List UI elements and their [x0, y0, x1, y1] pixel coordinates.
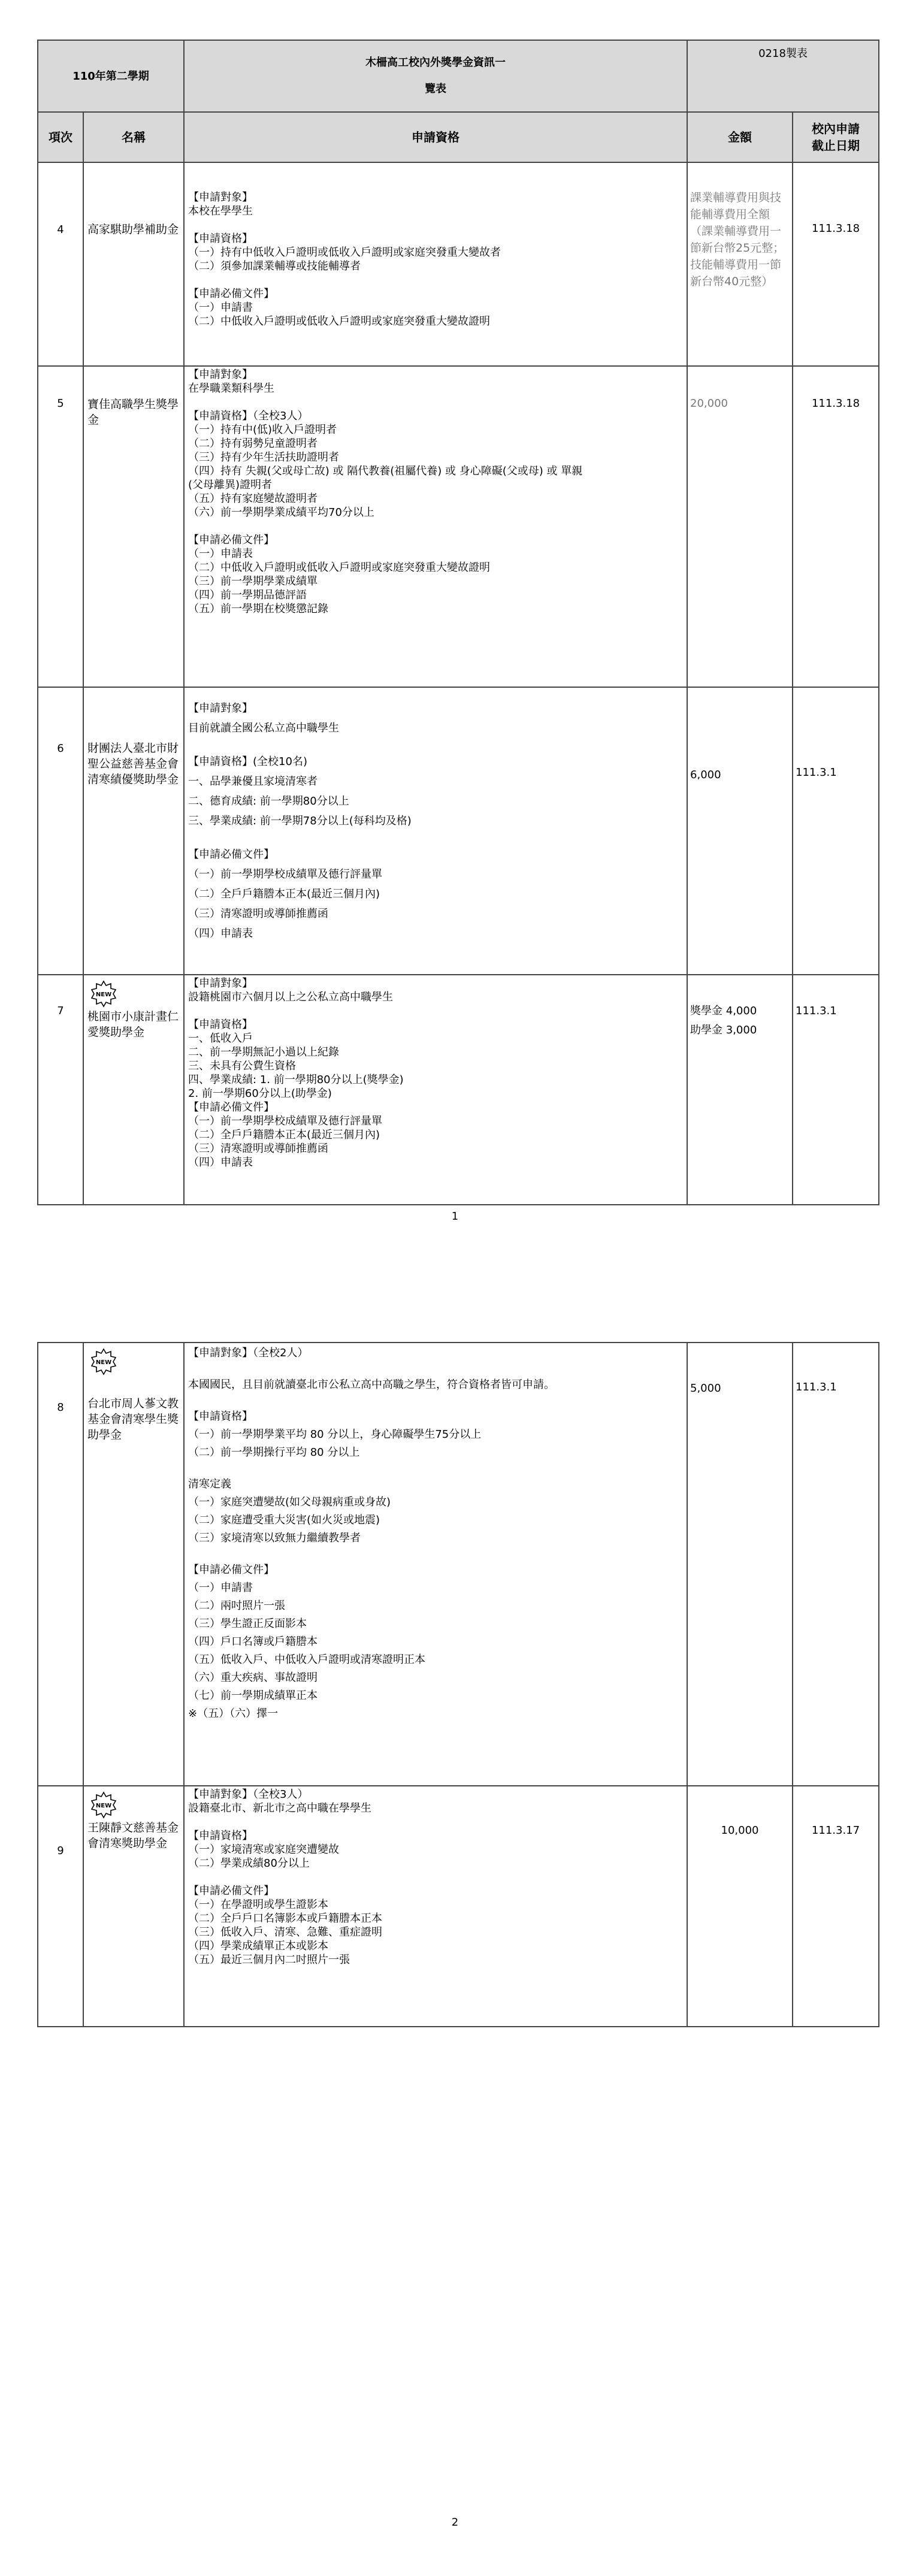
- requirement-line: 一、品學兼優且家境清寒者: [188, 775, 318, 788]
- requirement-line: 【申請對象】: [188, 368, 253, 381]
- requirement-line: （二）全戶戶口名簿影本或戶籍謄本正本: [188, 1912, 382, 1925]
- requirement-line: （一）申請書: [188, 1582, 253, 1594]
- requirement-line: （二）須參加課業輔導或技能輔導者: [188, 260, 361, 273]
- requirement-line: 【申請對象】: [188, 977, 253, 990]
- scholarship-amount: 獎學金 4,000 助學金 3,000: [687, 975, 793, 1205]
- requirement-line: （二）全戶戶籍謄本正本(最近三個月內): [188, 1129, 380, 1141]
- requirement-line: (父母離異)證明者: [188, 479, 273, 491]
- requirement-line: （四）持有 失親(父或母亡故) 或 隔代教養(祖屬代養) 或 身心障礙(父或母) 或 單親: [188, 465, 583, 477]
- scholarship-name: 財團法人臺北市財聖公益慈善基金會清寒績優獎助學金: [83, 687, 184, 975]
- scholarship-name-cell: [83, 1786, 184, 2027]
- requirement-line: 【申請對象】: [188, 702, 253, 715]
- requirement-line: （二）持有弱勢兒童證明者: [188, 437, 318, 450]
- table-row: [38, 1343, 879, 1786]
- semester-label: 110年第二學期: [38, 40, 184, 112]
- scholarship-name: 桃園市小康計畫仁愛獎助學金: [87, 1010, 179, 1039]
- requirement-line: （三）前一學期學業成績單: [188, 575, 318, 588]
- page-number: 2: [451, 2516, 459, 2529]
- scholarship-amount: 5,000: [687, 1343, 793, 1786]
- requirement-line: 設籍桃園市六個月以上之公私立高中職學生: [188, 991, 394, 1003]
- svg-text:NEW: NEW: [95, 1359, 112, 1366]
- requirement-line: [188, 519, 684, 533]
- table-row: [38, 366, 879, 687]
- requirement-line: 三、學業成績: 前一學期78分以上(每科均及格): [188, 815, 412, 827]
- requirement-line: 【申請資格】: [188, 1830, 253, 1842]
- new-badge-icon: [90, 980, 117, 1008]
- requirement-line: 【申請資格】（全校3人）: [188, 410, 309, 422]
- scholarship-deadline: 111.3.1: [793, 1343, 879, 1786]
- requirement-line: （二）家庭遭受重大災害(如火災或地震): [188, 1514, 380, 1526]
- row-index: 6: [38, 687, 83, 975]
- scholarship-deadline: 111.3.18: [793, 366, 879, 687]
- requirement-line: 在學職業類科學生: [188, 382, 275, 395]
- requirement-line: （二）前一學期操行平均 80 分以上: [188, 1446, 360, 1459]
- requirement-line: （二）兩吋照片一張: [188, 1600, 285, 1612]
- scholarship-deadline: 111.3.17: [793, 1786, 879, 2027]
- row-index: 5: [38, 366, 83, 687]
- col-header-name: 名稱: [83, 112, 184, 162]
- requirement-line: [188, 1547, 684, 1561]
- row-index: 9: [38, 1786, 83, 2027]
- requirement-line: （三）低收入戶、清寒、急難、重症證明: [188, 1926, 382, 1939]
- requirement-line: （三）家境清寒以致無力繼續教學者: [188, 1532, 361, 1544]
- requirement-line: 本國國民，且目前就讀臺北市公私立高中高職之學生，符合資格者皆可申請。: [188, 1378, 555, 1391]
- requirement-line: （七）前一學期成績單正本: [188, 1689, 318, 1702]
- requirement-line: （四）戶口名簿或戶籍謄本: [188, 1635, 318, 1648]
- requirement-line: 【申請必備文件】: [188, 1101, 275, 1114]
- requirement-line: ※（五）（六）擇一: [188, 1707, 279, 1720]
- scholarship-deadline: 111.3.18: [793, 162, 879, 366]
- requirement-line: （五）前一學期在校獎懲記錄: [188, 603, 329, 615]
- requirement-line: （三）學生證正反面影本: [188, 1617, 307, 1630]
- requirement-line: （四）前一學期品德評語: [188, 589, 307, 601]
- requirement-line: （二）中低收入戶證明或低收入戶證明或家庭突發重大變故證明: [188, 315, 491, 328]
- requirement-line: 清寒定義: [188, 1478, 231, 1490]
- requirement-line: （五）持有家庭變故證明者: [188, 492, 318, 505]
- requirement-line: （四）申請表: [188, 1156, 253, 1169]
- requirement-line: [188, 273, 684, 287]
- requirement-line: 【申請資格】: [188, 1410, 253, 1423]
- requirement-line: 【申請必備文件】: [188, 1564, 274, 1576]
- page-1: [0, 0, 910, 1222]
- requirement-line: [188, 1394, 684, 1408]
- requirement-line: （三）清寒證明或導師推薦函: [188, 1142, 329, 1155]
- col-header-qualification: 申請資格: [184, 112, 687, 162]
- row-index: 7: [38, 975, 83, 1205]
- requirement-line: （六）重大疾病、事故證明: [188, 1671, 318, 1684]
- requirement-line: 【申請必備文件】: [188, 1885, 274, 1897]
- requirement-line: （一）家庭突遭變故(如父母親病重或身故): [188, 1496, 391, 1508]
- page-number: 1: [451, 1210, 459, 1223]
- scholarship-table-page-2: [37, 1342, 879, 2027]
- scholarship-name-cell: [83, 975, 184, 1205]
- scholarship-amount: 10,000: [687, 1786, 793, 2027]
- requirement-line: 四、學業成績: 1. 前一學期80分以上(獎學金): [188, 1074, 404, 1086]
- requirement-line: （一）申請表: [188, 548, 253, 560]
- scholarship-amount: 6,000: [687, 687, 793, 975]
- requirement-line: 三、未具有公費生資格: [188, 1060, 297, 1072]
- scholarship-name: 高家騏助學補助金: [83, 162, 184, 366]
- requirement-line: [188, 218, 684, 232]
- requirement-line: [188, 1815, 684, 1829]
- scholarship-deadline: 111.3.1: [793, 975, 879, 1205]
- scholarship-name: 寶佳高職學生獎學金: [83, 366, 184, 687]
- scholarship-table-page-1: [37, 40, 879, 1205]
- requirement-line: 一、低收入戶: [188, 1032, 253, 1045]
- requirement-line: 目前就讀全國公私立高中職學生: [188, 722, 340, 734]
- scholarship-name: 王陳靜文慈善基金會清寒獎助學金: [87, 1821, 179, 1850]
- requirement-line: （一）前一學期學校成績單及德行評量單: [188, 1115, 383, 1127]
- col-header-index: 項次: [38, 112, 83, 162]
- page-title: 木柵高工校內外獎學金資訊一 覽表: [184, 40, 687, 112]
- requirement-line: （一）家境清寒或家庭突遭變故: [188, 1843, 339, 1856]
- requirement-line: 【申請資格】: [188, 1018, 253, 1031]
- scholarship-amount: 課業輔導費用與技能輔導費用全額（課業輔導費用一節新台幣25元整；技能輔導費用一節新台幣40元整）: [687, 162, 793, 366]
- requirement-line: （一）持有中(低)收入戶證明者: [188, 424, 337, 436]
- scholarship-deadline: 111.3.1: [793, 687, 879, 975]
- requirement-line: [188, 1462, 684, 1476]
- requirement-line: （四）申請表: [188, 927, 253, 940]
- svg-text:NEW: NEW: [95, 1803, 112, 1809]
- requirement-line: 【申請對象】: [188, 191, 253, 204]
- scholarship-requirements: [184, 975, 687, 1205]
- requirement-line: 【申請必備文件】: [188, 534, 275, 546]
- col-header-amount: 金額: [687, 112, 793, 162]
- requirement-line: （一）申請書: [188, 301, 253, 314]
- made-date: 0218製表: [687, 40, 879, 112]
- requirement-line: 【申請對象】（全校2人）: [188, 1347, 309, 1359]
- requirement-line: 本校在學學生: [188, 205, 253, 217]
- scholarship-amount: 20,000: [687, 366, 793, 687]
- scholarship-name-cell: [83, 1343, 184, 1786]
- requirement-line: 二、德育成績: 前一學期80分以上: [188, 795, 349, 808]
- requirement-line: （四）學業成績單正本或影本: [188, 1940, 328, 1952]
- requirement-line: 【申請必備文件】: [188, 848, 275, 861]
- requirement-line: （二）中低收入戶證明或低收入戶證明或家庭突發重大變故證明: [188, 561, 491, 574]
- requirement-line: 【申請對象】（全校3人）: [188, 1788, 309, 1801]
- scholarship-requirements: [184, 1343, 687, 1786]
- requirement-line: （三）清寒證明或導師推薦函: [188, 908, 329, 920]
- requirement-line: [188, 831, 684, 845]
- page-2: [0, 1342, 910, 2576]
- requirement-line: （一）在學證明或學生證影本: [188, 1898, 328, 1911]
- requirement-line: 二、前一學期無記小過以上紀錄: [188, 1046, 340, 1059]
- requirement-line: （六）前一學期學業成績平均70分以上: [188, 506, 374, 519]
- scholarship-requirements: [184, 687, 687, 975]
- requirement-line: （三）持有少年生活扶助證明者: [188, 451, 340, 464]
- scholarship-requirements: [184, 162, 687, 366]
- requirement-line: [188, 395, 684, 409]
- requirement-line: [188, 1362, 684, 1376]
- row-index: 8: [38, 1343, 83, 1786]
- requirement-line: 【申請資格】(全校10名): [188, 755, 307, 768]
- requirement-line: （五）低收入戶、中低收入戶證明或清寒證明正本: [188, 1653, 425, 1666]
- requirement-line: 【申請資格】: [188, 232, 253, 245]
- requirement-line: [188, 1004, 684, 1018]
- requirement-line: [188, 1870, 684, 1884]
- requirement-line: （二）學業成績80分以上: [188, 1857, 310, 1870]
- scholarship-requirements: [184, 366, 687, 687]
- svg-text:NEW: NEW: [95, 991, 112, 998]
- requirement-line: 設籍臺北市、新北市之高中職在學學生: [188, 1802, 371, 1815]
- requirement-line: （一）持有中低收入戶證明或低收入戶證明或家庭突發重大變故者: [188, 246, 501, 259]
- row-index: 4: [38, 162, 83, 366]
- new-badge-icon: [90, 1348, 117, 1375]
- col-header-deadline: 校內申請 截止日期: [793, 112, 879, 162]
- requirement-line: 【申請必備文件】: [188, 288, 275, 300]
- table-row: [38, 975, 879, 1205]
- scholarship-name: 台北市周人蔘文教基金會清寒學生獎助學金: [87, 1397, 179, 1441]
- requirement-line: [188, 738, 684, 752]
- requirement-line: 2. 前一學期60分以上(助學金): [188, 1087, 332, 1100]
- scholarship-requirements: [184, 1786, 687, 2027]
- requirement-line: （一）前一學期學校成績單及德行評量單: [188, 868, 383, 881]
- table-row: [38, 162, 879, 366]
- new-badge-icon: [90, 1791, 117, 1819]
- table-row: [38, 687, 879, 975]
- table-row: [38, 1786, 879, 2027]
- requirement-line: （一）前一學期學業平均 80 分以上，身心障礙學生75分以上: [188, 1428, 482, 1441]
- requirement-line: （五）最近三個月內二吋照片一張: [188, 1954, 350, 1966]
- requirement-line: （二）全戶戶籍謄本正本(最近三個月內): [188, 888, 380, 900]
